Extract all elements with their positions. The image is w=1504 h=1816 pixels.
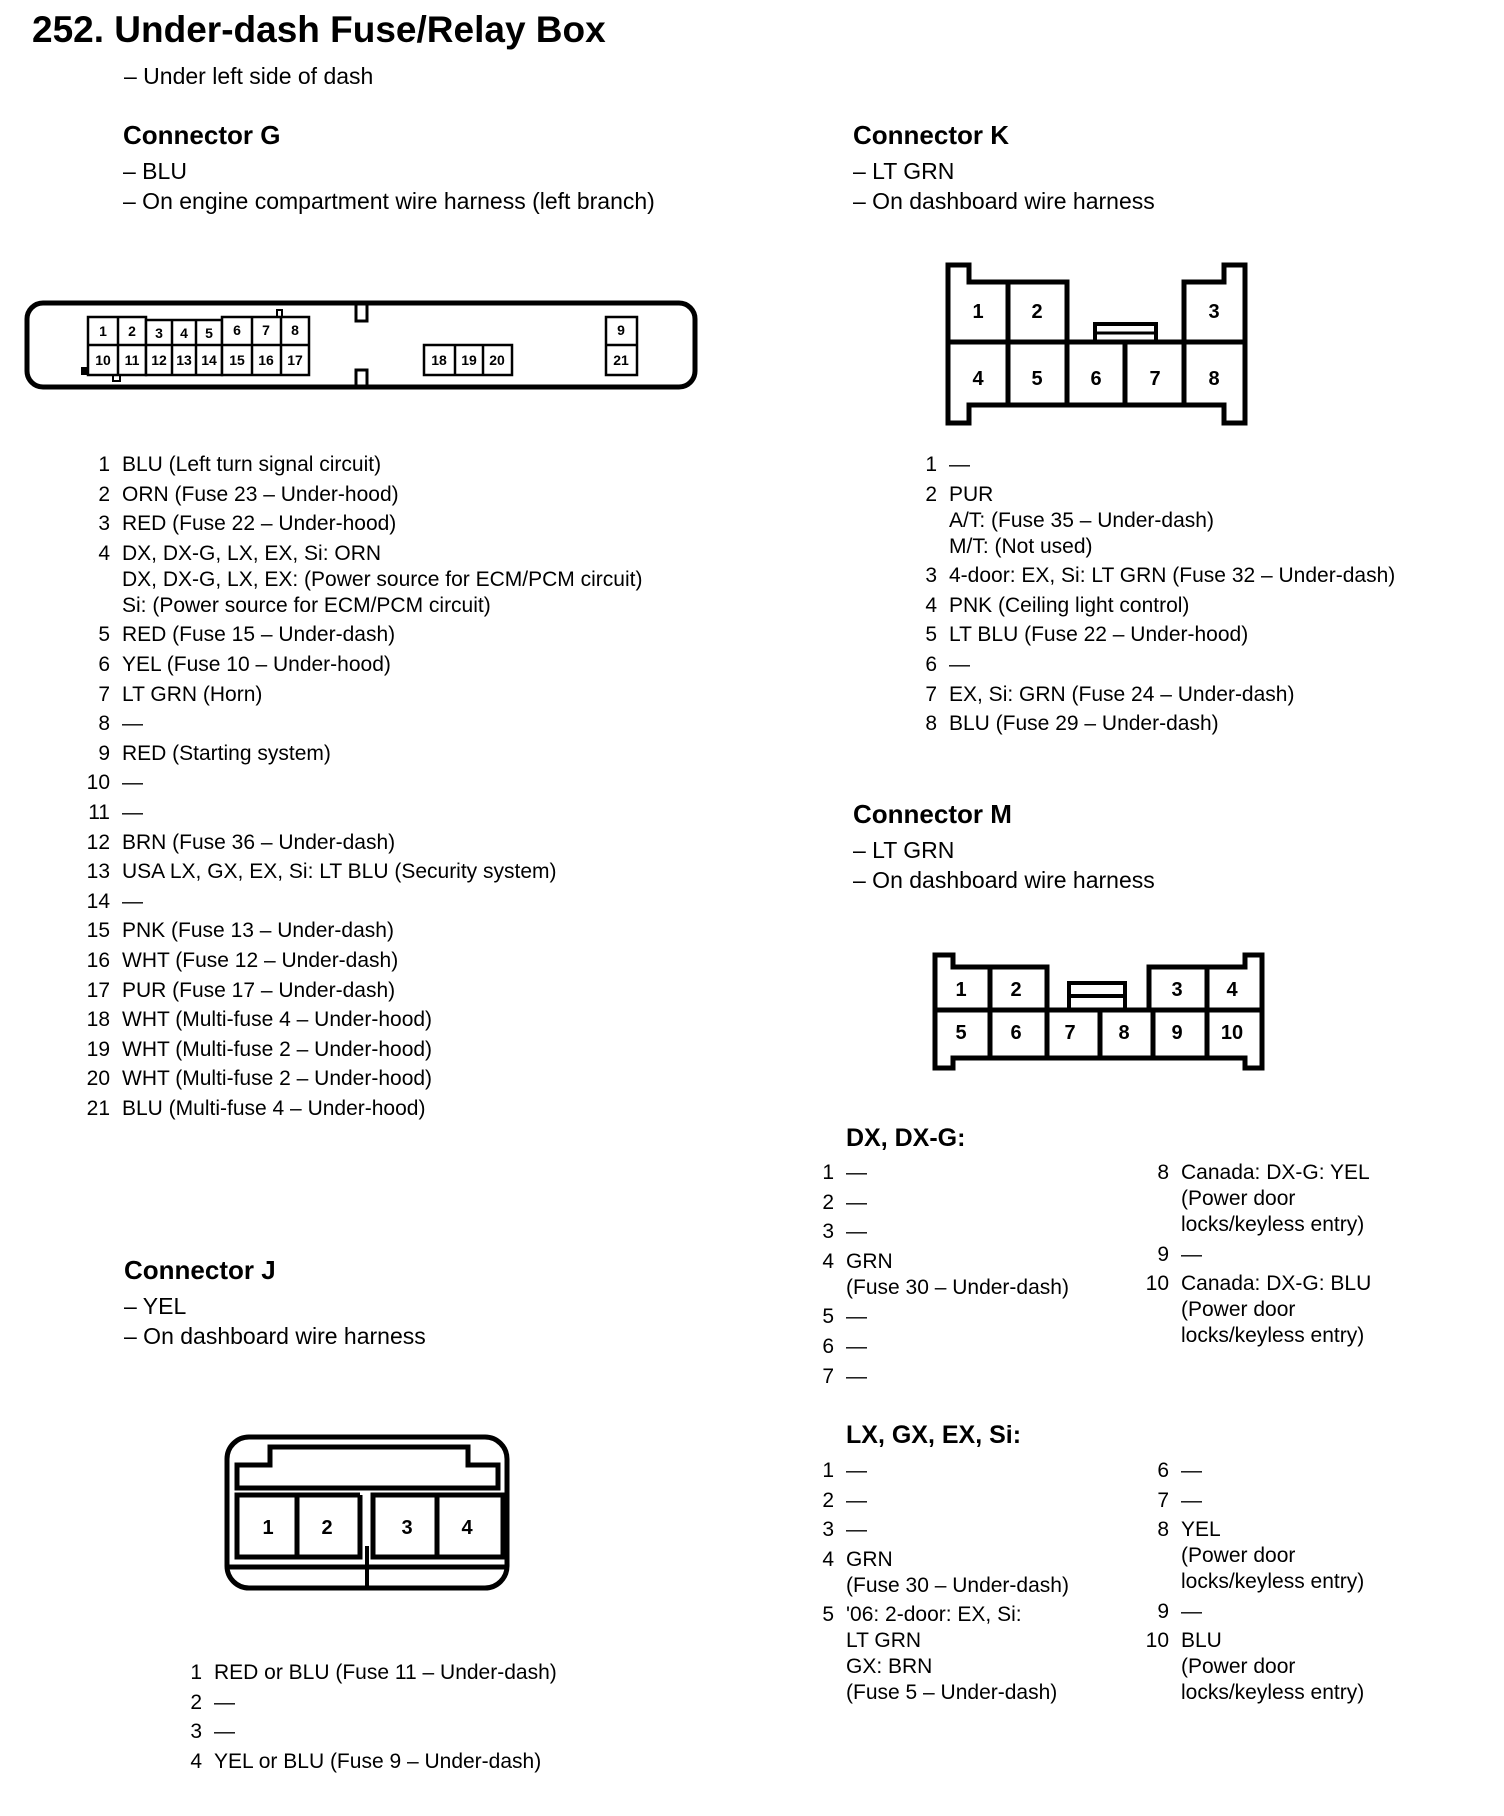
page-subtitle: – Under left side of dash <box>124 63 374 89</box>
pin-description <box>110 800 143 826</box>
connector-m-heading: Connector M <box>853 799 1012 829</box>
pin-label: 11 <box>124 352 140 368</box>
pin-list-item <box>794 1602 1069 1706</box>
pin-number: 1 <box>190 1661 202 1684</box>
pin-description <box>110 741 331 767</box>
pin-description-line: — <box>846 1220 867 1244</box>
pin-description <box>110 1007 432 1033</box>
connector-m-lx-pin-list-right <box>1129 1458 1364 1710</box>
pin-list-item <box>897 482 1395 560</box>
pin-description <box>834 1219 867 1245</box>
pin-description <box>110 830 395 856</box>
pin-description-line: YEL (Fuse 10 – Under-hood) <box>122 652 391 676</box>
pin-list-item <box>70 889 642 915</box>
pin-number: 16 <box>86 948 110 972</box>
pin-label: 1 <box>955 979 967 1001</box>
connector-m-dx-pin-list-left <box>794 1160 1069 1393</box>
pin-label: 16 <box>258 352 274 368</box>
pin-number: 4 <box>822 1249 834 1273</box>
pin-description-line: locks/keyless entry) <box>1181 1324 1365 1348</box>
pin-description-line: EX, Si: GRN (Fuse 24 – Under-dash) <box>949 682 1295 706</box>
pin-description <box>937 652 970 678</box>
pin-description-line: Canada: DX-G: YEL <box>1181 1161 1370 1184</box>
pin-description-line: WHT (Fuse 12 – Under-dash) <box>122 948 399 972</box>
pin-description-line: — <box>214 1690 235 1714</box>
pin-description <box>110 1066 432 1092</box>
pin-description-line: USA LX, GX, EX, Si: LT BLU (Security system) <box>122 860 557 884</box>
pin-number: 3 <box>822 1220 834 1244</box>
pin-label: 17 <box>287 352 303 368</box>
pin-label: 1 <box>972 301 984 323</box>
pin-description-line: PNK (Fuse 13 – Under-dash) <box>122 919 394 943</box>
pin-description-line: YEL or BLU (Fuse 9 – Under-dash) <box>214 1749 542 1773</box>
pin-number: 6 <box>925 652 937 676</box>
pin-description <box>110 682 262 708</box>
pin-description-line: — <box>846 1488 867 1512</box>
pin-description <box>110 889 143 915</box>
pin-description-line: BRN (Fuse 36 – Under-dash) <box>122 830 396 854</box>
pin-label: 8 <box>1208 368 1220 390</box>
pin-description <box>937 622 1248 648</box>
pin-description <box>110 918 394 944</box>
pin-label: 2 <box>1010 979 1022 1001</box>
pin-description-line: — <box>1181 1599 1202 1623</box>
pin-label: 20 <box>489 352 505 368</box>
pin-description <box>110 652 391 678</box>
pin-description <box>937 482 1214 560</box>
pin-description <box>834 1334 867 1360</box>
pin-list-item <box>70 859 642 885</box>
pin-description-line: locks/keyless entry) <box>1181 1213 1365 1236</box>
pin-number: 11 <box>88 800 110 824</box>
pin-list-item <box>1129 1599 1364 1625</box>
pin-description-line: — <box>949 453 970 476</box>
pin-list-item <box>70 652 642 678</box>
pin-description-line: — <box>846 1161 867 1184</box>
pin-list-item <box>70 682 642 708</box>
connector-m-color: – LT GRN <box>853 837 955 863</box>
pin-number: 2 <box>822 1488 834 1512</box>
connector-m-diagram <box>935 955 1262 1068</box>
pin-description <box>1169 1488 1202 1514</box>
pin-description <box>1169 1628 1364 1706</box>
pin-list-item <box>70 948 642 974</box>
pin-description-line: BLU (Fuse 29 – Under-dash) <box>949 712 1219 736</box>
pin-number: 3 <box>925 564 937 588</box>
pin-label: 18 <box>431 352 447 368</box>
pin-label: 15 <box>229 352 245 368</box>
pin-number: 8 <box>98 712 110 736</box>
pin-description <box>834 1602 1057 1706</box>
pin-description <box>834 1190 867 1216</box>
pin-description <box>834 1304 867 1330</box>
pin-description-line: — <box>846 1364 867 1388</box>
pin-description <box>202 1719 235 1745</box>
pin-description-line: — <box>122 889 143 913</box>
pin-description-line: — <box>846 1518 867 1542</box>
pin-description-line: 4-door: EX, Si: LT GRN (Fuse 32 – Under-dash) <box>949 564 1396 588</box>
pin-number: 13 <box>86 860 110 884</box>
pin-label: 2 <box>128 323 136 339</box>
pin-list-item <box>162 1660 557 1686</box>
pin-list-item <box>70 452 642 478</box>
pin-label: 8 <box>291 322 299 338</box>
pin-description-line: — <box>214 1720 235 1744</box>
pin-description <box>937 452 970 478</box>
connector-j-location: – On dashboard wire harness <box>124 1323 426 1349</box>
pin-description <box>834 1249 1069 1301</box>
pin-number: 12 <box>86 830 110 854</box>
pin-description <box>110 452 381 478</box>
pin-list-item <box>794 1160 1069 1186</box>
page-title: 252. Under-dash Fuse/Relay Box <box>32 9 606 50</box>
pin-label: 14 <box>201 352 217 368</box>
pin-label: 7 <box>1149 368 1161 390</box>
pin-description <box>202 1660 557 1686</box>
pin-description <box>937 593 1189 619</box>
pin-number: 1 <box>822 1459 834 1482</box>
pin-list-item <box>897 682 1395 708</box>
pin-number: 5 <box>98 623 110 647</box>
pin-description-line: — <box>1181 1242 1202 1266</box>
pin-description-line: '06: 2-door: EX, Si: <box>846 1603 1022 1627</box>
pin-number: 2 <box>925 482 937 506</box>
pin-label: 6 <box>233 322 241 338</box>
pin-number: 2 <box>98 482 110 506</box>
pin-description <box>834 1458 867 1484</box>
pin-description-line: RED (Fuse 15 – Under-dash) <box>122 623 396 647</box>
pin-description-line: RED (Fuse 22 – Under-hood) <box>122 512 397 536</box>
pin-description-line: Canada: DX-G: BLU <box>1181 1272 1372 1296</box>
pin-description-line: RED or BLU (Fuse 11 – Under-dash) <box>214 1661 557 1684</box>
pin-description <box>834 1547 1069 1599</box>
pin-description <box>834 1517 867 1543</box>
connector-m-lx-pin-list-left <box>794 1458 1069 1710</box>
pin-number: 8 <box>925 712 937 736</box>
connector-k-color: – LT GRN <box>853 158 955 184</box>
pin-description-line: — <box>846 1305 867 1329</box>
pin-description-line: — <box>122 712 143 736</box>
pin-number: 1 <box>925 453 937 476</box>
pin-list-item <box>897 711 1395 737</box>
pin-list-item <box>70 770 642 796</box>
pin-description-line: locks/keyless entry) <box>1181 1570 1365 1594</box>
pin-number: 20 <box>86 1067 110 1091</box>
pin-number: 10 <box>1145 1272 1169 1296</box>
pin-label: 6 <box>1090 368 1102 390</box>
pin-number: 6 <box>1157 1459 1169 1482</box>
pin-label: 10 <box>95 352 111 368</box>
pin-label: 4 <box>972 368 984 390</box>
pin-description-line: (Power door <box>1181 1187 1296 1210</box>
pin-description <box>110 541 642 619</box>
connector-g-color: – BLU <box>123 158 187 184</box>
pin-description-line: PUR (Fuse 17 – Under-dash) <box>122 978 396 1002</box>
pin-list-item <box>162 1719 557 1745</box>
pin-description <box>1169 1242 1202 1268</box>
pin-label: 6 <box>1010 1022 1022 1044</box>
pin-description-line: — <box>1181 1488 1202 1512</box>
pin-description-line: A/T: (Fuse 35 – Under-dash) <box>949 508 1214 532</box>
pin-description-line: BLU <box>1181 1629 1222 1653</box>
pin-number: 5 <box>925 623 937 647</box>
pin-description-line: LT GRN <box>846 1629 922 1653</box>
pin-number: 7 <box>925 682 937 706</box>
pin-description <box>110 948 398 974</box>
pin-list-item <box>70 1096 642 1122</box>
connector-j-pin-list <box>162 1660 557 1778</box>
connector-g-heading: Connector G <box>123 120 281 150</box>
pin-list-item <box>794 1517 1069 1543</box>
pin-label: 3 <box>1208 301 1220 323</box>
pin-list-item <box>1129 1628 1364 1706</box>
pin-list-item <box>794 1458 1069 1484</box>
connector-k-location: – On dashboard wire harness <box>853 188 1155 214</box>
pin-description <box>834 1364 867 1390</box>
pin-label: 13 <box>176 352 192 368</box>
pin-description-line: M/T: (Not used) <box>949 534 1093 558</box>
pin-description-line: PNK (Ceiling light control) <box>949 593 1190 617</box>
pin-description <box>110 978 395 1004</box>
pin-description <box>1169 1458 1202 1484</box>
pin-number: 3 <box>822 1518 834 1542</box>
pin-number: 5 <box>822 1603 834 1627</box>
pin-number: 4 <box>822 1547 834 1571</box>
connector-k-diagram <box>948 265 1245 423</box>
connector-j-diagram <box>227 1437 507 1588</box>
pin-list-item <box>897 452 1395 478</box>
pin-list-item <box>794 1334 1069 1360</box>
pin-description <box>834 1488 867 1514</box>
connector-m-lx-heading: LX, GX, EX, Si: <box>846 1421 1022 1449</box>
pin-number: 7 <box>1157 1488 1169 1512</box>
connector-m-location: – On dashboard wire harness <box>853 867 1155 893</box>
pin-list-item <box>162 1690 557 1716</box>
pin-number: 6 <box>98 652 110 676</box>
pin-label: 4 <box>1226 979 1238 1001</box>
pin-description <box>1169 1599 1202 1625</box>
pin-label: 1 <box>99 323 107 339</box>
pin-number: 8 <box>1157 1161 1169 1184</box>
connector-g-pin-list <box>70 452 642 1125</box>
pin-list-item <box>70 541 642 619</box>
pin-description-line: — <box>846 1459 867 1482</box>
pin-label: 19 <box>461 352 477 368</box>
pin-description <box>834 1160 867 1186</box>
pin-description <box>937 711 1219 737</box>
pin-number: 6 <box>822 1334 834 1358</box>
pin-description <box>1169 1517 1364 1595</box>
pin-number: 2 <box>822 1190 834 1214</box>
pin-number: 14 <box>86 889 110 913</box>
pin-description-line: YEL <box>1181 1518 1221 1542</box>
pin-description-line: (Fuse 30 – Under-dash) <box>846 1573 1069 1597</box>
pin-description-line: GRN <box>846 1547 893 1571</box>
pin-description-line: WHT (Multi-fuse 2 – Under-hood) <box>122 1067 433 1091</box>
pin-description <box>110 622 395 648</box>
pin-list-item <box>794 1190 1069 1216</box>
pin-label: 8 <box>1118 1022 1130 1044</box>
pin-description-line: — <box>846 1190 867 1214</box>
pin-label: 9 <box>617 322 625 338</box>
pin-description <box>937 563 1395 589</box>
pin-list-item <box>70 711 642 737</box>
pin-number: 4 <box>925 593 937 617</box>
pin-list-item <box>794 1488 1069 1514</box>
connector-j-heading: Connector J <box>124 1255 276 1285</box>
pin-list-item <box>897 622 1395 648</box>
pin-label: 9 <box>1171 1022 1183 1044</box>
pin-label: 10 <box>1220 1022 1244 1044</box>
pin-list-item <box>70 1066 642 1092</box>
pin-label: 7 <box>1064 1022 1076 1044</box>
pin-description <box>110 482 399 508</box>
connector-g-location: – On engine compartment wire harness (left branch) <box>123 188 655 214</box>
pin-list-item <box>70 622 642 648</box>
pin-description-line: WHT (Multi-fuse 2 – Under-hood) <box>122 1037 433 1061</box>
pin-description-line: (Fuse 5 – Under-dash) <box>846 1681 1058 1705</box>
pin-list-item <box>1129 1517 1364 1595</box>
pin-number: 15 <box>86 919 110 943</box>
pin-number: 2 <box>190 1690 202 1714</box>
pin-label: 5 <box>205 325 213 341</box>
pin-description-line: — <box>122 800 143 824</box>
connector-m-dx-pin-list-right <box>1129 1160 1371 1353</box>
pin-description-line: DX, DX-G, LX, EX, Si: ORN <box>122 541 382 565</box>
pin-list-item <box>897 593 1395 619</box>
pin-list-item <box>1129 1458 1364 1484</box>
pin-list-item <box>897 563 1395 589</box>
pin-number: 17 <box>86 978 110 1002</box>
pin-label: 12 <box>151 352 167 368</box>
pin-number: 9 <box>1157 1242 1169 1266</box>
pin-list-item <box>794 1219 1069 1245</box>
pin-list-item <box>162 1749 557 1775</box>
pin-description-line: GRN <box>846 1249 893 1273</box>
pin-description-line: — <box>949 652 970 676</box>
pin-list-item <box>1129 1488 1364 1514</box>
pin-description-line: GX: BRN <box>846 1655 933 1679</box>
pin-label: 2 <box>1031 301 1043 323</box>
pin-description <box>110 511 396 537</box>
pin-list-item <box>794 1364 1069 1390</box>
pin-description-line: WHT (Multi-fuse 4 – Under-hood) <box>122 1008 433 1032</box>
pin-label: 5 <box>955 1022 967 1044</box>
pin-number: 21 <box>86 1096 110 1120</box>
pin-number: 9 <box>1157 1599 1169 1623</box>
pin-description-line: LT GRN (Horn) <box>122 682 263 706</box>
pin-description <box>110 770 143 796</box>
pin-description <box>937 682 1294 708</box>
pin-description <box>110 1037 432 1063</box>
pin-description-line: — <box>846 1334 867 1358</box>
pin-description <box>1169 1271 1371 1349</box>
pin-description-line: PUR <box>949 482 994 506</box>
pin-list-item <box>70 978 642 1004</box>
pin-description-line: — <box>1181 1459 1202 1482</box>
pin-list-item <box>794 1547 1069 1599</box>
pin-list-item <box>794 1304 1069 1330</box>
pin-list-item <box>70 1037 642 1063</box>
pin-description-line: DX, DX-G, LX, EX: (Power source for ECM/PCM circuit) <box>122 567 643 591</box>
pin-description <box>110 859 557 885</box>
pin-description <box>202 1690 235 1716</box>
pin-list-item <box>70 1007 642 1033</box>
pin-list-item <box>70 918 642 944</box>
pin-label: 4 <box>180 325 188 341</box>
pin-number: 8 <box>1157 1518 1169 1542</box>
pin-label: 3 <box>155 325 163 341</box>
pin-list-item <box>70 511 642 537</box>
pin-description <box>110 711 143 737</box>
pin-description-line: (Fuse 30 – Under-dash) <box>846 1275 1069 1299</box>
pin-list-item <box>70 830 642 856</box>
pin-list-item <box>1129 1271 1371 1349</box>
pin-label: 2 <box>321 1517 333 1539</box>
pin-number: 1 <box>822 1161 834 1184</box>
pin-list-item <box>70 800 642 826</box>
pin-list-item <box>1129 1160 1371 1238</box>
pin-description-line: — <box>122 771 143 795</box>
pin-number: 10 <box>1145 1629 1169 1653</box>
pin-label: 21 <box>613 352 629 368</box>
pin-description-line: locks/keyless entry) <box>1181 1681 1365 1705</box>
pin-description-line: RED (Starting system) <box>122 741 331 765</box>
pin-number: 4 <box>98 541 110 565</box>
connector-g-diagram <box>27 303 695 387</box>
pin-number: 10 <box>86 771 110 795</box>
pin-description <box>110 1096 425 1122</box>
pin-label: 4 <box>461 1517 473 1539</box>
pin-number: 9 <box>98 741 110 765</box>
pin-number: 18 <box>86 1008 110 1032</box>
pin-description-line: BLU (Multi-fuse 4 – Under-hood) <box>122 1096 426 1120</box>
pin-label: 7 <box>262 322 270 338</box>
pin-description-line: Si: (Power source for ECM/PCM circuit) <box>122 593 491 617</box>
pin-number: 5 <box>822 1305 834 1329</box>
pin-number: 3 <box>98 512 110 536</box>
pin-label: 5 <box>1031 368 1043 390</box>
connector-k-pin-list <box>897 452 1395 741</box>
pin-description-line: LT BLU (Fuse 22 – Under-hood) <box>949 623 1249 647</box>
pin-label: 3 <box>1171 979 1183 1001</box>
pin-list-item <box>897 652 1395 678</box>
pin-number: 3 <box>190 1720 202 1744</box>
pin-number: 4 <box>190 1749 202 1773</box>
pin-number: 19 <box>86 1037 110 1061</box>
pin-description-line: (Power door <box>1181 1544 1296 1568</box>
pin-number: 1 <box>98 453 110 476</box>
connector-k-heading: Connector K <box>853 120 1009 150</box>
pin-label: 1 <box>262 1517 274 1539</box>
pin-list-item <box>794 1249 1069 1301</box>
pin-list-item <box>70 741 642 767</box>
pin-list-item <box>1129 1242 1371 1268</box>
pin-label: 3 <box>401 1517 413 1539</box>
pin-description <box>1169 1160 1370 1238</box>
pin-description-line: (Power door <box>1181 1655 1296 1679</box>
pin-number: 7 <box>822 1364 834 1388</box>
pin-description <box>202 1749 541 1775</box>
pin-description-line: (Power door <box>1181 1298 1296 1322</box>
pin-number: 7 <box>98 682 110 706</box>
pin-list-item <box>70 482 642 508</box>
connector-j-color: – YEL <box>124 1293 187 1319</box>
pin-description-line: ORN (Fuse 23 – Under-hood) <box>122 482 399 506</box>
connector-m-dx-heading: DX, DX-G: <box>846 1124 966 1152</box>
pin-description-line: BLU (Left turn signal circuit) <box>122 453 382 476</box>
